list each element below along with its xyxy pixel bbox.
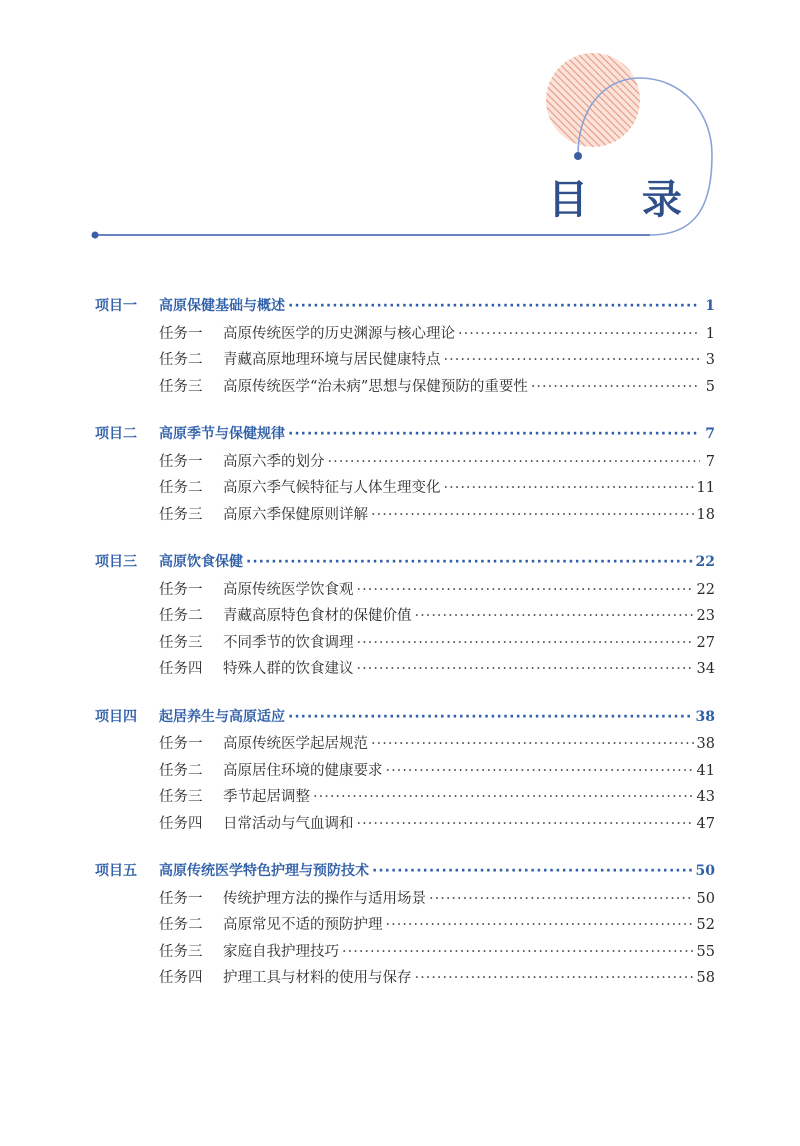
task-title: 季节起居调整 (223, 789, 310, 805)
toc-task-entry[interactable] (95, 812, 715, 839)
toc-task-entry[interactable] (95, 966, 715, 993)
task-page-number: 27 (696, 634, 715, 651)
task-title: 高原常见不适的预防护理 (223, 917, 383, 933)
dot-leader (288, 709, 693, 725)
toc-section (95, 860, 715, 993)
toc-task-entry[interactable] (95, 503, 715, 530)
task-title: 家庭自我护理技巧 (223, 943, 339, 960)
toc-project-entry[interactable] (95, 706, 715, 733)
dot-leader (313, 789, 694, 805)
task-title: 日常活动与气血调和 (223, 815, 354, 832)
task-title: 特殊人群的饮食建议 (223, 661, 354, 677)
task-page-number: 38 (696, 736, 715, 752)
task-label: 任务四 (159, 815, 203, 832)
toc-task-entry[interactable] (95, 657, 715, 684)
task-label: 任务一 (159, 890, 203, 907)
dot-leader (429, 891, 694, 907)
toc-task-entry[interactable] (95, 375, 715, 402)
dot-leader (371, 736, 694, 752)
dot-leader (372, 863, 693, 879)
header-decoration (0, 0, 800, 260)
dot-leader (415, 970, 694, 986)
toc-project-entry[interactable] (95, 295, 715, 322)
task-page-number: 23 (696, 608, 715, 624)
task-page-number: 1 (705, 325, 715, 342)
dot-leader (246, 554, 693, 570)
task-page-number: 55 (696, 943, 715, 960)
task-label: 任务三 (159, 506, 203, 523)
task-label: 任务二 (159, 480, 203, 496)
task-page-number: 47 (696, 815, 715, 832)
task-page-number: 43 (696, 789, 715, 805)
dot-leader (444, 352, 701, 368)
toc-project-entry[interactable] (95, 423, 715, 450)
dot-leader (386, 763, 694, 779)
task-label: 任务三 (159, 943, 203, 960)
task-page-number: 41 (696, 762, 715, 779)
task-page-number: 18 (696, 506, 715, 523)
task-page-number: 7 (705, 453, 715, 470)
project-label: 项目五 (95, 863, 137, 879)
task-label: 任务二 (159, 917, 203, 933)
project-title: 起居养生与高原适应 (159, 708, 285, 725)
toc-section (95, 295, 715, 401)
toc-task-entry[interactable] (95, 940, 715, 967)
task-page-number: 58 (696, 970, 715, 986)
task-page-number: 11 (696, 480, 715, 496)
toc-task-entry[interactable] (95, 913, 715, 940)
task-label: 任务一 (159, 581, 203, 598)
toc-task-entry[interactable] (95, 887, 715, 914)
toc-task-entry[interactable] (95, 476, 715, 503)
swoosh-end-dot (574, 152, 582, 160)
task-title: 青藏高原地理环境与居民健康特点 (223, 352, 441, 368)
task-label: 任务一 (159, 736, 203, 752)
task-label: 任务一 (159, 325, 203, 342)
task-page-number: 50 (696, 890, 715, 907)
task-title: 高原传统医学起居规范 (223, 736, 368, 752)
task-title: 高原六季气候特征与人体生理变化 (223, 480, 441, 496)
task-title: 高原六季保健原则详解 (223, 506, 368, 523)
task-label: 任务二 (159, 608, 203, 624)
dot-leader (531, 379, 700, 395)
project-page-number: 7 (705, 426, 715, 442)
task-title: 高原居住环境的健康要求 (223, 762, 383, 779)
task-page-number: 34 (696, 661, 715, 677)
project-label: 项目一 (95, 298, 137, 314)
toc-project-entry[interactable] (95, 551, 715, 578)
task-title: 护理工具与材料的使用与保存 (223, 970, 412, 986)
toc-task-entry[interactable] (95, 604, 715, 631)
task-page-number: 3 (705, 352, 715, 368)
toc-section (95, 706, 715, 839)
toc-task-entry[interactable] (95, 322, 715, 349)
page-title: 目 录 (548, 176, 702, 223)
dot-leader (357, 661, 694, 677)
project-title: 高原饮食保健 (159, 554, 243, 570)
toc-task-entry[interactable] (95, 631, 715, 658)
task-page-number: 5 (705, 378, 715, 395)
task-title: 传统护理方法的操作与适用场景 (223, 890, 426, 907)
task-title: 高原传统医学的历史渊源与核心理论 (223, 325, 455, 342)
project-page-number: 1 (705, 298, 715, 314)
task-label: 任务一 (159, 453, 203, 470)
project-label: 项目三 (95, 554, 137, 570)
toc-task-entry[interactable] (95, 450, 715, 477)
project-label: 项目二 (95, 426, 137, 442)
task-label: 任务三 (159, 634, 203, 651)
toc-project-entry[interactable] (95, 860, 715, 887)
hatched-circle-decoration (546, 53, 640, 147)
dot-leader (415, 608, 694, 624)
toc-section (95, 551, 715, 684)
task-title: 高原传统医学“治未病”思想与保健预防的重要性 (223, 378, 528, 395)
task-title: 不同季节的饮食调理 (223, 634, 354, 651)
dot-leader (357, 582, 694, 598)
task-label: 任务三 (159, 378, 203, 395)
project-label: 项目四 (95, 708, 137, 725)
project-page-number: 22 (695, 554, 715, 570)
task-label: 任务二 (159, 352, 203, 368)
task-title: 高原六季的划分 (223, 453, 325, 470)
toc-section (95, 423, 715, 529)
toc-task-entry[interactable] (95, 785, 715, 812)
dot-leader (458, 326, 700, 342)
task-title: 青藏高原特色食材的保健价值 (223, 608, 412, 624)
dot-leader (386, 917, 694, 933)
project-page-number: 38 (695, 708, 715, 725)
dot-leader (342, 944, 694, 960)
task-page-number: 22 (696, 581, 715, 598)
task-label: 任务四 (159, 970, 203, 986)
task-page-number: 52 (696, 917, 715, 933)
dot-leader (288, 298, 700, 314)
dot-leader (371, 507, 694, 523)
dot-leader (328, 454, 701, 470)
project-page-number: 50 (695, 863, 715, 879)
toc-task-entry[interactable] (95, 578, 715, 605)
dot-leader (444, 480, 694, 496)
project-title: 高原保健基础与概述 (159, 298, 285, 314)
project-title: 高原传统医学特色护理与预防技术 (159, 863, 369, 879)
dot-leader (357, 635, 694, 651)
toc-task-entry[interactable] (95, 732, 715, 759)
swoosh-start-dot (92, 232, 99, 239)
project-title: 高原季节与保健规律 (159, 426, 285, 442)
dot-leader (288, 426, 700, 442)
toc-task-entry[interactable] (95, 759, 715, 786)
task-label: 任务二 (159, 762, 203, 779)
toc-task-entry[interactable] (95, 348, 715, 375)
table-of-contents (95, 295, 715, 1015)
task-label: 任务三 (159, 789, 203, 805)
task-title: 高原传统医学饮食观 (223, 581, 354, 598)
dot-leader (357, 816, 694, 832)
task-label: 任务四 (159, 661, 203, 677)
